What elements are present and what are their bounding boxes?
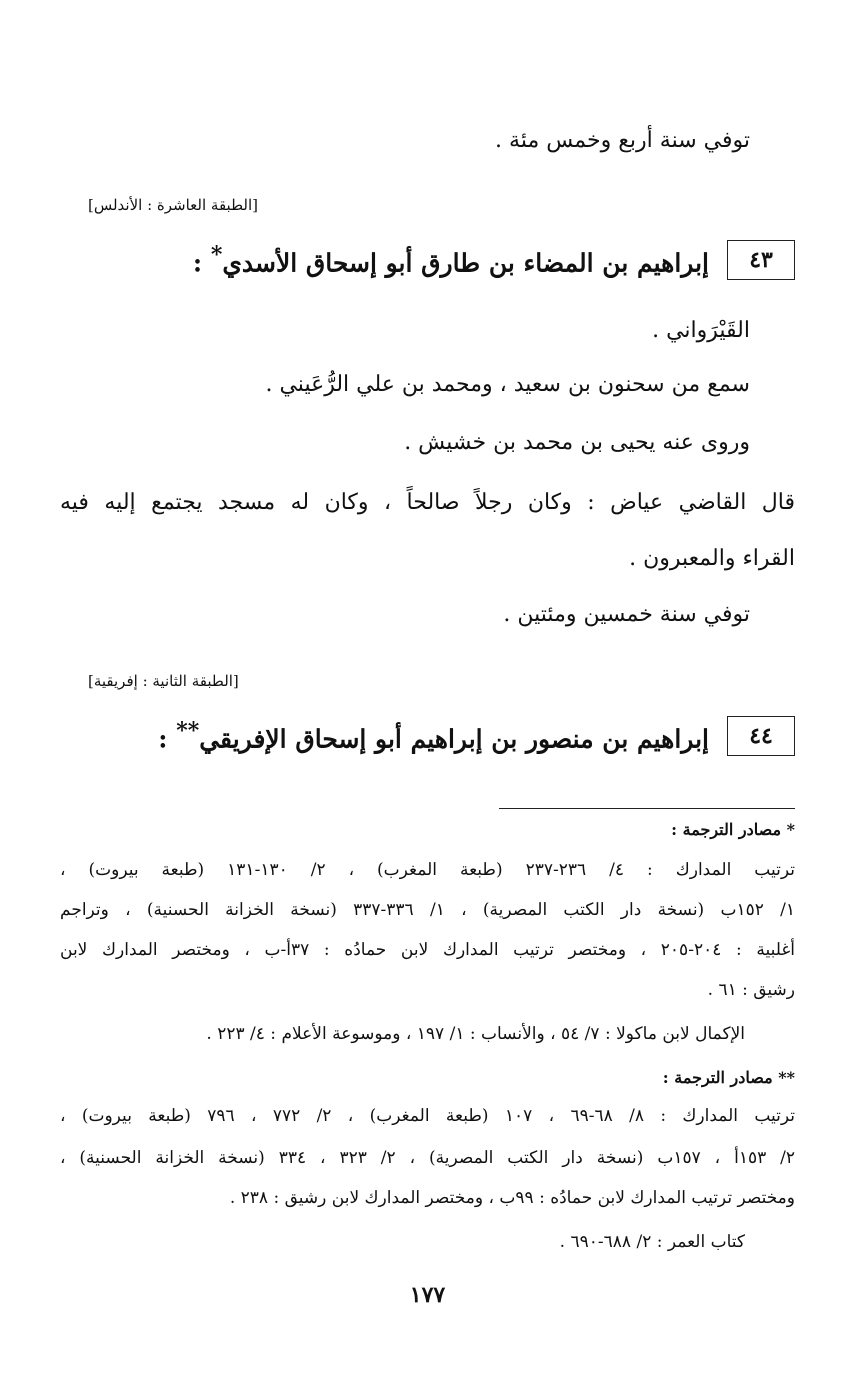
entry44-name: إبراهيم بن منصور بن إبراهيم أبو إسحاق الإفريقي — [199, 724, 709, 754]
entry43-death-line: توفي سنة خمسين ومئتين . — [503, 602, 750, 627]
entry43-name-group — [193, 242, 709, 277]
footnote1-line5: الإكمال لابن ماكولا : ٧/ ٥٤ ، والأنساب : ١/ ١٩٧ ، وموسوعة الأعلام : ٤/ ٢٢٣ . — [206, 1024, 745, 1044]
entry44-heading — [158, 716, 795, 756]
entry44-number-box — [727, 716, 795, 756]
entry44-tabaqa-label: [الطبقة الثانية : إفريقية] — [88, 672, 239, 690]
entry43-colon: : — [192, 248, 203, 278]
entry43-qadi-quote-line1: قال القاضي عياض : وكان رجلاً صالحاً ، وكان له مسجد يجتمع إليه فيه — [60, 490, 795, 515]
footnote1-line1: ترتيب المدارك : ٤/ ٢٣٦-٢٣٧ (طبعة المغرب) ، ٢/ ١٣٠-١٣١ (طبعة بيروت) ، — [60, 860, 795, 880]
entry43-nisba: القَيْرَواني . — [652, 318, 750, 343]
entry43-name: إبراهيم بن المضاء بن طارق أبو إسحاق الأسدي — [222, 248, 709, 278]
entry44-footnote-mark: ** — [176, 718, 200, 745]
entry43-heading — [193, 240, 795, 280]
entry44-name-group — [158, 718, 709, 753]
entry43-footnote-mark: * — [210, 242, 223, 269]
footnote1-heading: * مصادر الترجمة : — [671, 820, 795, 839]
entry43-tabaqa-label: [الطبقة العاشرة : الأندلس] — [88, 196, 258, 214]
entry43-number-box — [727, 240, 795, 280]
footnote1-line4: رشيق : ٦١ . — [707, 980, 795, 1000]
footnote2-line2: ٢/ ١٥٣أ ، ١٥٧ب (نسخة دار الكتب المصرية) ، ٢/ ٣٢٣ ، ٣٣٤ (نسخة الخزانة الحسنية) ، — [60, 1148, 796, 1168]
footnote1-line2: ١/ ١٥٢ب (نسخة دار الكتب المصرية) ، ١/ ٣٣٦-٣٣٧ (نسخة الخزانة الحسنية) ، وتراجم — [60, 900, 795, 920]
entry44-colon: : — [158, 724, 168, 754]
footnote2-line3: ومختصر ترتيب المدارك لابن حمادُه : ٩٩ب ، ومختصر المدارك لابن رشيق : ٢٣٨ . — [229, 1188, 795, 1208]
footnote2-line4: كتاب العمر : ٢/ ٦٨٨-٦٩٠ . — [559, 1232, 745, 1252]
footnote-divider — [499, 808, 795, 809]
entry43-narrated-by: وروى عنه يحيى بن محمد بن خشيش . — [404, 430, 750, 455]
footnote1-line3: أغلبية : ٢٠٤-٢٠٥ ، ومختصر ترتيب المدارك لابن حمادُه : ٣٧أ-ب ، ومختصر المدارك لابن — [60, 940, 795, 960]
footnote2-heading: ** مصادر الترجمة : — [662, 1068, 795, 1087]
entry43-qadi-quote-line2: القراء والمعبرون . — [629, 546, 795, 571]
entry43-number: ٤٣ — [749, 247, 773, 273]
entry42-death-line: توفي سنة أربع وخمس مئة . — [495, 128, 750, 153]
page-number: ١٧٧ — [409, 1282, 446, 1308]
footnote2-line1: ترتيب المدارك : ٨/ ٦٨-٦٩ ، ١٠٧ (طبعة المغرب) ، ٢/ ٧٧٢ ، ٧٩٦ (طبعة بيروت) ، — [60, 1106, 795, 1126]
entry44-number: ٤٤ — [749, 723, 773, 749]
entry43-heard-from: سمع من سحنون بن سعيد ، ومحمد بن علي الرُّعَيني . — [265, 372, 750, 397]
